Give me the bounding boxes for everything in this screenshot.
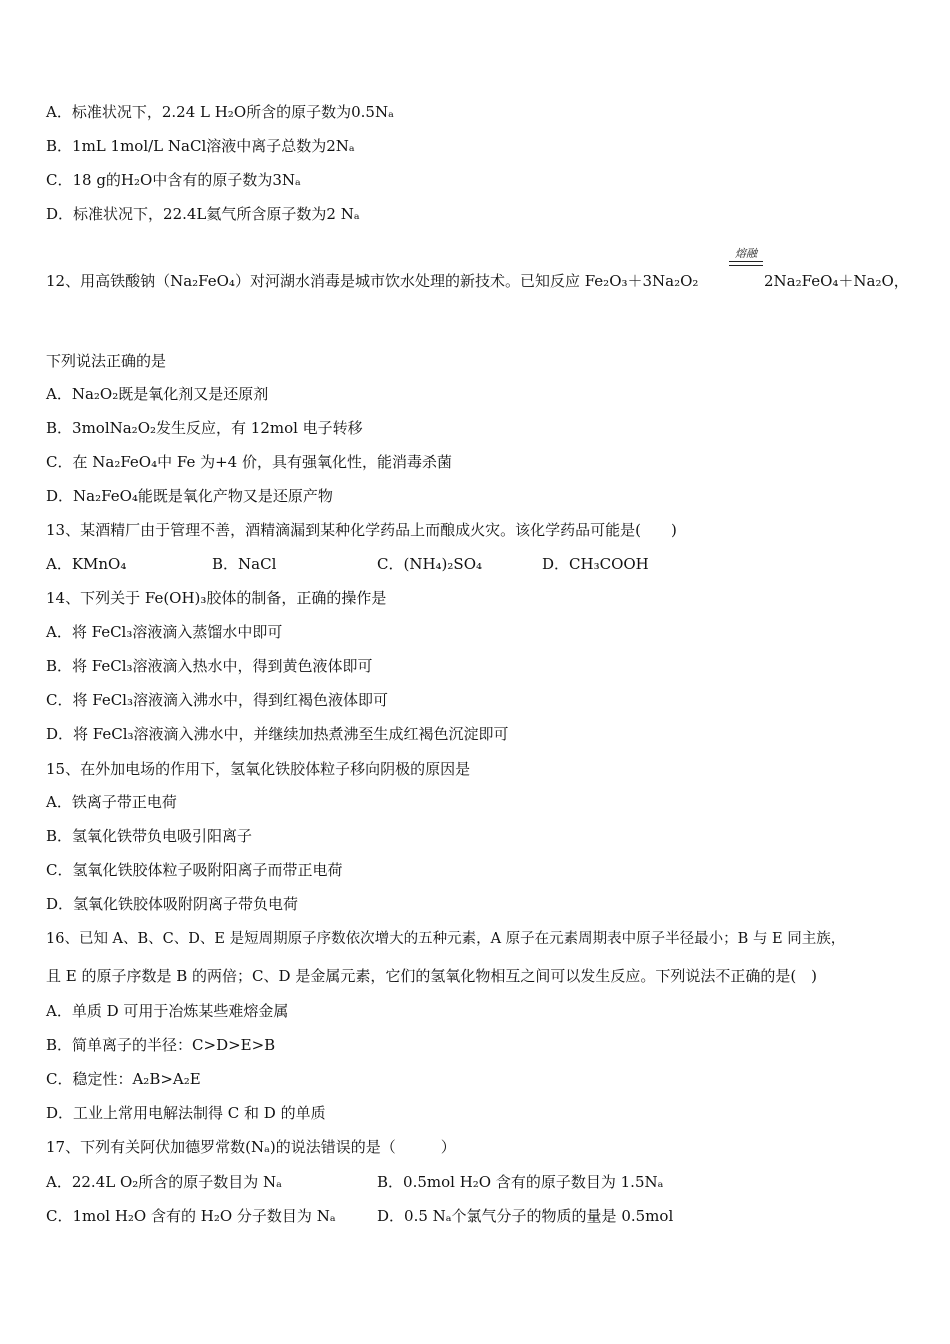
q14-option-c: C．将 FeCl₃溶液滴入沸水中，得到红褐色液体即可: [46, 691, 388, 709]
q16-stem-line1: 16、已知 A、B、C、D、E 是短周期原子序数依次增大的五种元素，A 原子在元素周期表中原子半径最小；B 与 E 同主族，: [46, 931, 846, 947]
q11-option-d: D．标准状况下，22.4L氦气所含原子数为2 Nₐ: [46, 205, 360, 223]
q12-stem-after: 2Na₂FeO₄＋Na₂O，: [764, 272, 909, 290]
q17-option-c: C．1mol H₂O 含有的 H₂O 分子数目为 Nₐ: [46, 1207, 336, 1225]
q11-option-a: A．标准状况下，2.24 L H₂O所含的原子数为0.5Nₐ: [46, 103, 394, 121]
q13-stem: 13、某酒精厂由于管理不善，酒精滴漏到某种化学药品上而酿成火灾。该化学药品可能是( ): [46, 521, 677, 539]
q16-stem-line2: 且 E 的原子序数是 B 的两倍；C、D 是金属元素，它们的氢氧化物相互之间可以发生反应。下列说法不正确的是( ): [46, 967, 818, 985]
q17-stem: 17、下列有关阿伏加德罗常数(Nₐ)的说法错误的是（ ）: [46, 1138, 456, 1156]
q13-option-d: D．CH₃COOH: [542, 555, 649, 573]
q15-option-a: A．铁离子带正电荷: [46, 793, 177, 811]
q13-option-b: B．NaCl: [212, 555, 277, 573]
q15-option-c: C．氢氧化铁胶体粒子吸附阳离子而带正电荷: [46, 861, 343, 879]
q12-condition-label: 熔融: [735, 247, 757, 260]
q16-option-c: C．稳定性：A₂B>A₂E: [46, 1070, 201, 1088]
q12-stem: [46, 271, 698, 291]
q16-option-a: A．单质 D 可用于冶炼某些难熔金属: [46, 1002, 289, 1020]
q13-option-a: A．KMnO₄: [46, 555, 127, 573]
q17-option-b: B．0.5mol H₂O 含有的原子数目为 1.5Nₐ: [377, 1173, 664, 1191]
q17-option-d: D．0.5 Nₐ个氯气分子的物质的量是 0.5mol: [377, 1207, 674, 1225]
q11-option-b: B．1mL 1mol/L NaCl溶液中离子总数为2Nₐ: [46, 137, 355, 155]
q16-option-b: B．简单离子的半径：C>D>E>B: [46, 1036, 276, 1054]
q14-option-a: A．将 FeCl₃溶液滴入蒸馏水中即可: [46, 623, 283, 641]
q12-prompt: 下列说法正确的是: [46, 352, 167, 370]
q14-option-b: B．将 FeCl₃溶液滴入热水中，得到黄色液体即可: [46, 657, 373, 675]
q12-option-d: D．Na₂FeO₄能既是氧化产物又是还原产物: [46, 487, 333, 505]
q13-option-c: C．(NH₄)₂SO₄: [377, 555, 483, 573]
q16-option-d: D．工业上常用电解法制得 C 和 D 的单质: [46, 1104, 326, 1122]
q12-stem-before: 12、用高铁酸钠（Na₂FeO₄）对河湖水消毒是城市饮水处理的新技术。已知反应 Fe₂O₃＋3Na₂O₂: [46, 272, 699, 290]
q15-stem: 15、在外加电场的作用下，氢氧化铁胶体粒子移向阴极的原因是: [46, 760, 471, 778]
q12-reaction-condition: [729, 248, 763, 266]
q12-option-a: A．Na₂O₂既是氧化剂又是还原剂: [46, 385, 269, 403]
q12-option-c: C．在 Na₂FeO₄中 Fe 为+4 价，具有强氧化性，能消毒杀菌: [46, 453, 452, 471]
reaction-arrow-bars: [729, 261, 763, 266]
q15-option-b: B．氢氧化铁带负电吸引阳离子: [46, 827, 253, 845]
q11-option-c: C．18 g的H₂O中含有的原子数为3Nₐ: [46, 171, 301, 189]
q14-stem: 14、下列关于 Fe(OH)₃胶体的制备，正确的操作是: [46, 589, 387, 607]
q15-option-d: D．氢氧化铁胶体吸附阴离子带负电荷: [46, 895, 299, 913]
q12-option-b: B．3molNa₂O₂发生反应，有 12mol 电子转移: [46, 419, 363, 437]
q17-option-a: A．22.4L O₂所含的原子数目为 Nₐ: [46, 1173, 282, 1191]
q14-option-d: D．将 FeCl₃溶液滴入沸水中，并继续加热煮沸至生成红褐色沉淀即可: [46, 725, 509, 743]
